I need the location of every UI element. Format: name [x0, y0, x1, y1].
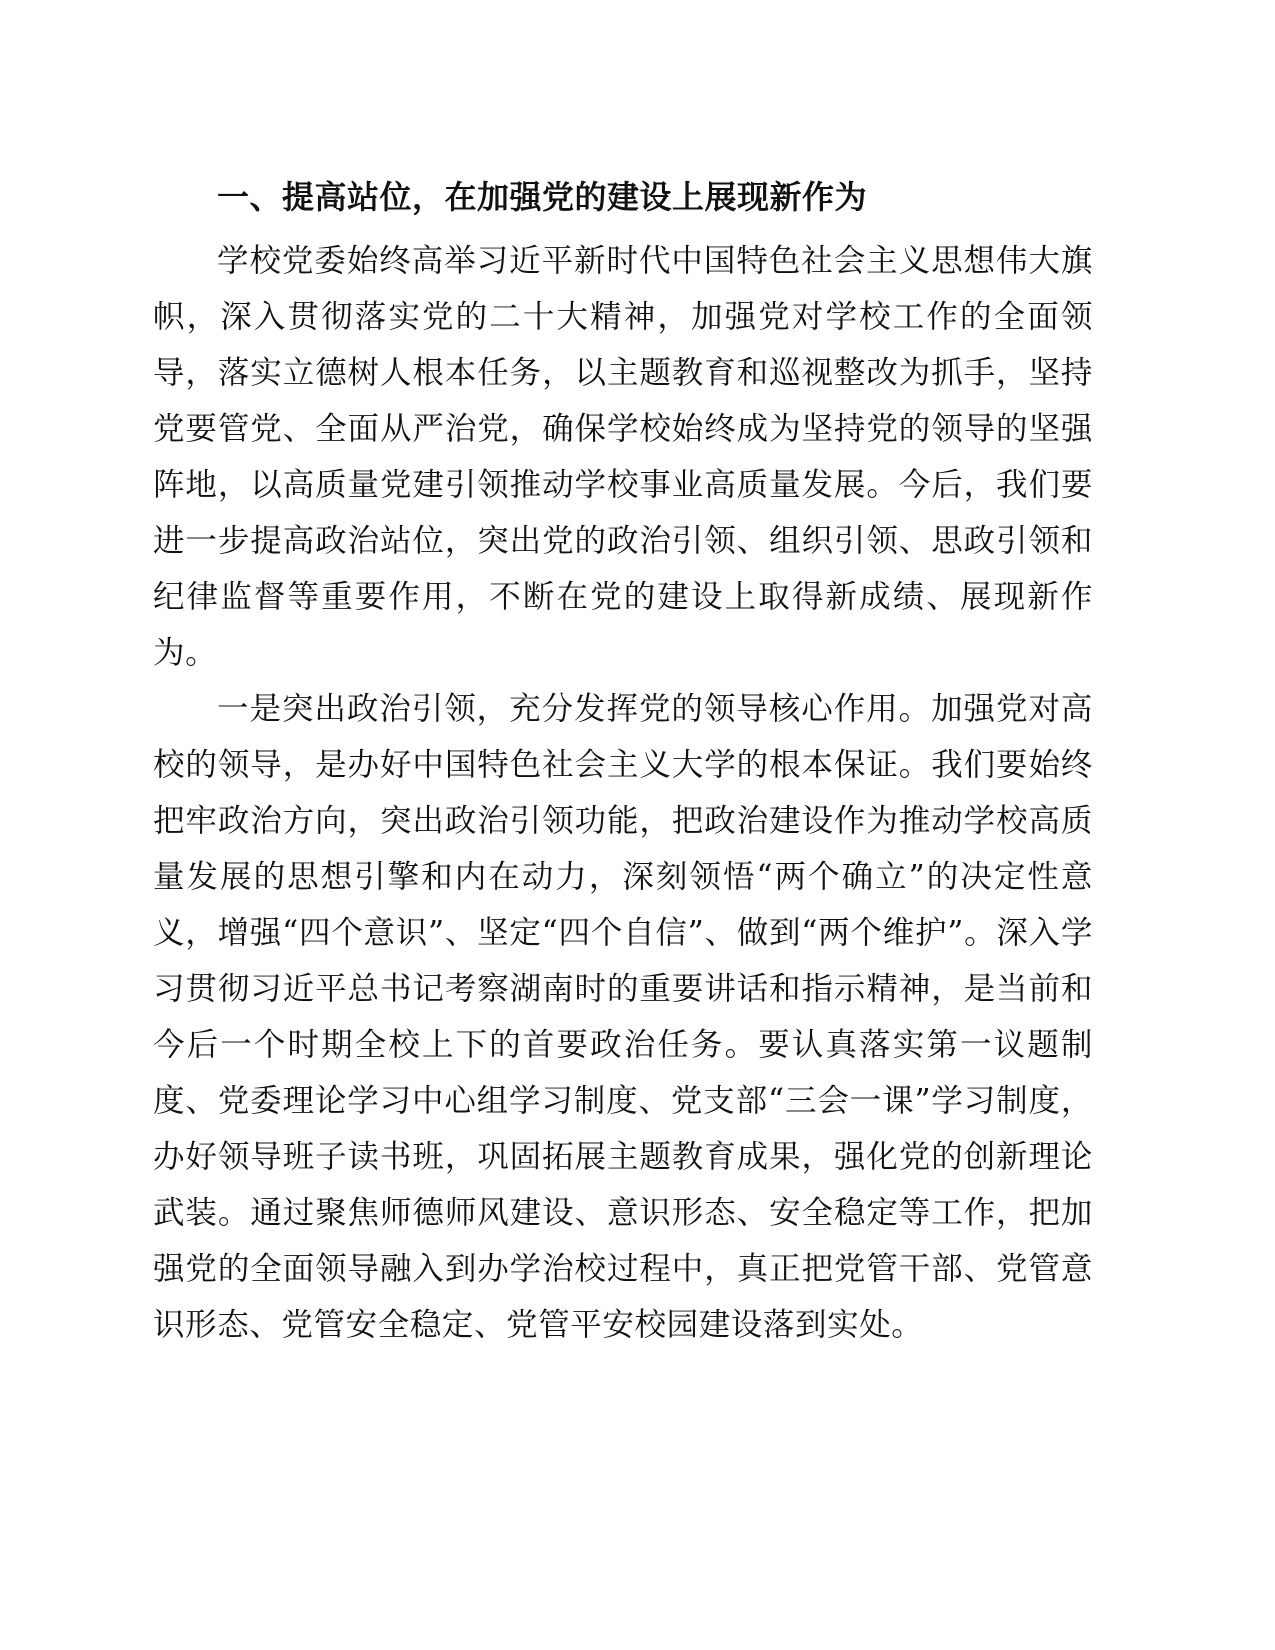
- paragraph-political-leadership: 一是突出政治引领，充分发挥党的领导核心作用。加强党对高校的领导，是办好中国特色社会主义大学的根本保证。我们要始终把牢政治方向，突出政治引领功能，把政治建设作为推动学校高质量发展的思想引擎和内在动力，深刻领悟“两个确立”的决定性意义，增强“四个意识”、坚定“四个自信”、做到“两个维护”。深入学习贯彻习近平总书记考察湖南时的重要讲话和指示精神，是当前和今后一个时期全校上下的首要政治任务。要认真落实第一议题制度、党委理论学习中心组学习制度、党支部“三会一课”学习制度，办好领导班子读书班，巩固拓展主题教育成果，强化党的创新理论武装。通过聚焦师德师风建设、意识形态、安全稳定等工作，把加强党的全面领导融入到办学治校过程中，真正把党管干部、党管意识形态、党管安全稳定、党管平安校园建设落到实处。: [153, 691, 1093, 1343]
- section-heading: 一、提高站位，在加强党的建设上展现新作为: [217, 178, 868, 216]
- document-body: [153, 177, 1093, 1353]
- paragraph-party-building-overview: 学校党委始终高举习近平新时代中国特色社会主义思想伟大旗帜，深入贯彻落实党的二十大精神，加强党对学校工作的全面领导，落实立德树人根本任务，以主题教育和巡视整改为抓手，坚持党要管党、全面从严治党，确保学校始终成为坚持党的领导的坚强阵地，以高质量党建引领推动学校事业高质量发展。今后，我们要进一步提高政治站位，突出党的政治引领、组织引领、思政引领和纪律监督等重要作用，不断在党的建设上取得新成绩、展现新作为。: [153, 243, 1093, 671]
